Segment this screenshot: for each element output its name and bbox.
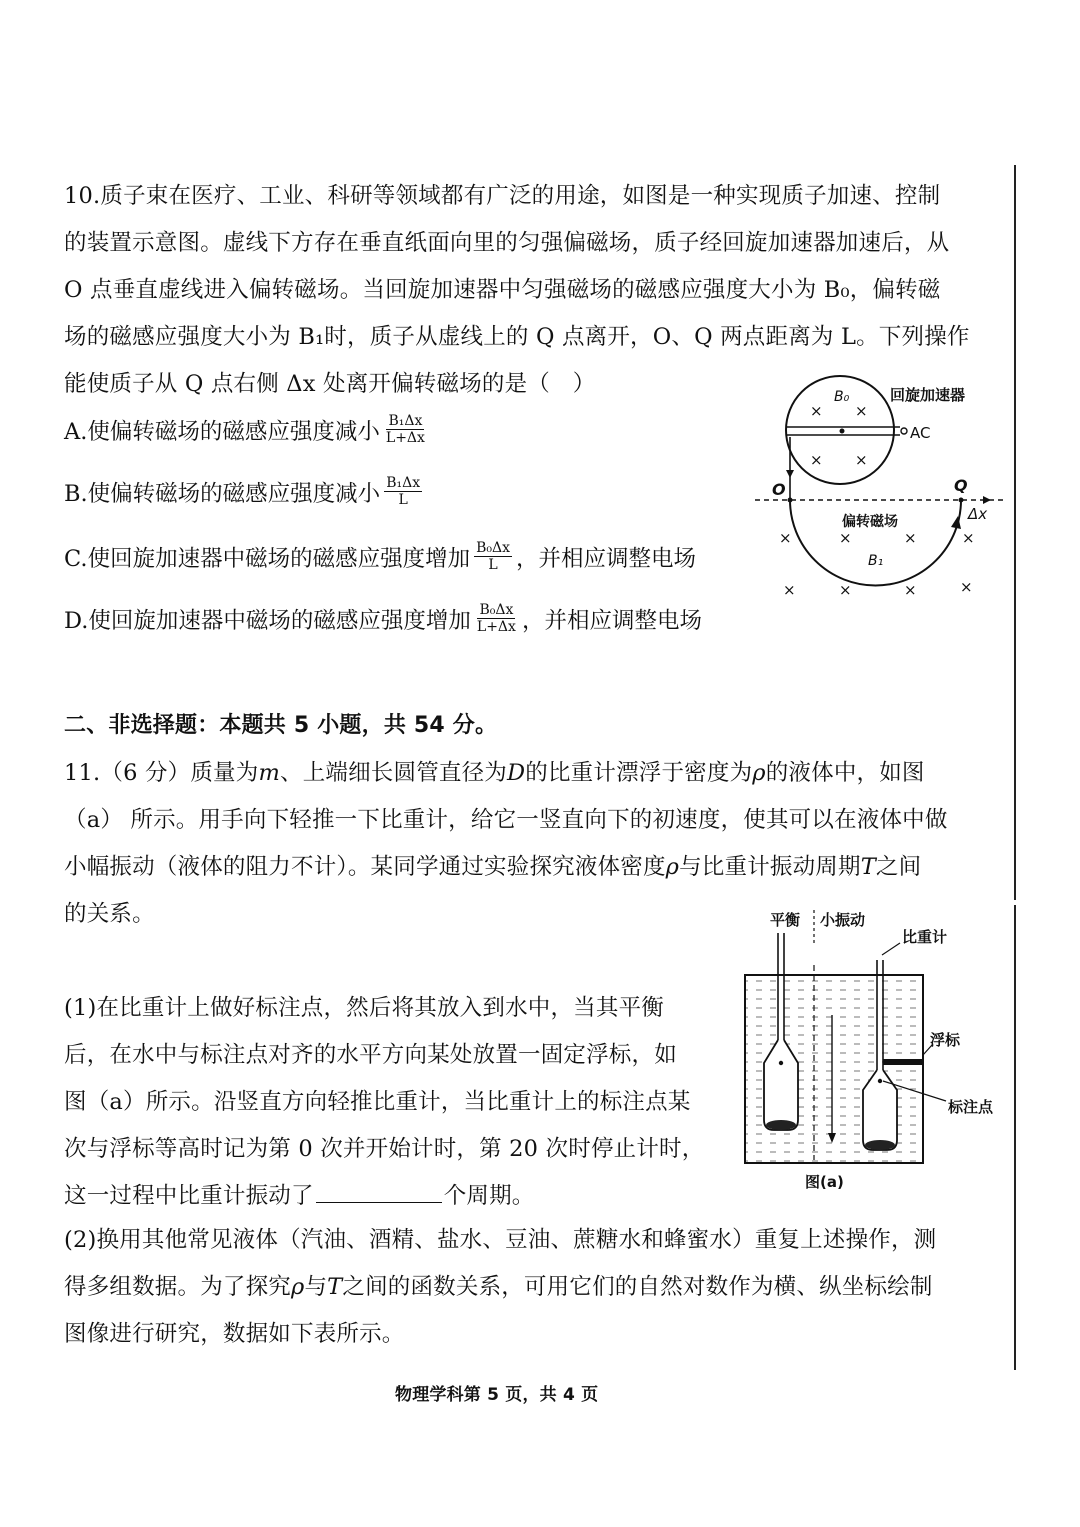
q10-option-d[interactable]: D.使回旋加速器中磁场的磁感应强度增加 $\frac{\text{B₀Δx}}{L+\Delta x}$ ，并相应调整电场: [64, 602, 702, 636]
answer-blank[interactable]: [316, 1182, 442, 1203]
hydrometer-figure: [740, 905, 1010, 1200]
figure-caption: 图(a): [805, 1173, 844, 1191]
b1-label: B₁: [868, 553, 884, 569]
cross-icon: ×: [904, 581, 917, 599]
margin-rule: [1014, 905, 1016, 1370]
q11-p2-line-2: 得多组数据。为了探究ρ与T之间的函数关系，可用它们的自然对数作为横、纵坐标绘制: [64, 1274, 933, 1300]
q10-line-3: O 点垂直虚线进入偏转磁场。当回旋加速器中匀强磁场的磁感应强度大小为 B₀，偏转磁: [64, 277, 941, 303]
float-marker: [883, 1059, 923, 1065]
q11-line-4: 的关系。: [64, 901, 155, 927]
q-label: Q: [954, 476, 968, 495]
arrow-icon: [983, 496, 991, 504]
fraction: $\frac{\text{B₀Δx}}{L+\Delta x}$: [476, 602, 516, 636]
q11-p1-line-3: 图（a）所示。沿竖直方向轻推比重计，当比重计上的标注点某: [64, 1089, 691, 1115]
ballast: [766, 1120, 796, 1130]
q10-line-4: 场的磁感应强度大小为 B₁时，质子从虚线上的 Q 点离开，O、Q 两点距离为 L。下列操作: [64, 324, 970, 350]
cross-icon: ×: [779, 529, 792, 547]
cross-icon: ×: [962, 529, 975, 547]
small-vibration-label: 小振动: [820, 911, 866, 929]
cross-icon: ×: [904, 529, 917, 547]
fraction: $\frac{\text{B₀Δx}}{L}$: [476, 540, 510, 574]
section-heading: 二、非选择题：本题共 5 小题，共 54 分。: [64, 713, 498, 738]
hydrometer-label: 比重计: [902, 928, 948, 946]
q11-p2-line-1: (2)换用其他常见液体（汽油、酒精、盐水、豆油、蔗糖水和蜂蜜水）重复上述操作，测: [64, 1227, 937, 1253]
q10-option-b[interactable]: B.使偏转磁场的磁感应强度减小 $\frac{\text{B₁Δx}}{L}$: [64, 475, 421, 509]
cyclotron-label: 回旋加速器: [890, 386, 966, 404]
q11-p2-line-3: 图像进行研究，数据如下表所示。: [64, 1321, 405, 1347]
cross-icon: ×: [810, 402, 823, 420]
hydrometer-bulb: [764, 1040, 798, 1130]
cross-icon: ×: [810, 451, 823, 469]
center-dot: [840, 429, 845, 434]
q11-line-1: 11.（6 分）质量为m、上端细长圆管直径为D的比重计漂浮于密度为ρ的液体中，如图: [64, 760, 925, 786]
q10-option-c[interactable]: C.使回旋加速器中磁场的磁感应强度增加 $\frac{\text{B₀Δx}}{L}$ ，并相应调整电场: [64, 540, 696, 574]
leader-line: [882, 943, 900, 955]
ac-terminal: [901, 428, 907, 434]
cross-icon: ×: [839, 529, 852, 547]
fraction: $\frac{\text{B₁Δx}}{L+\Delta x}$: [385, 413, 425, 447]
q11-p1-line-2: 后，在水中与标注点对齐的水平方向某处放置一固定浮标，如: [64, 1042, 677, 1068]
page-footer: 物理学科第 5 页，共 4 页: [395, 1385, 599, 1405]
field-label: 偏转磁场: [842, 514, 898, 530]
q11-line-2: （a） 所示。用手向下轻推一下比重计，给它一竖直向下的初速度，使其可以在液体中做: [64, 807, 948, 833]
deflection-arc: [790, 500, 961, 586]
cyclotron-figure: [750, 375, 1020, 610]
ballast: [865, 1140, 895, 1150]
cross-icon: ×: [839, 581, 852, 599]
q11-p1-line-4: 次与浮标等高时记为第 0 次并开始计时，第 20 次时停止计时，: [64, 1136, 705, 1162]
q10-line-1: 10.质子束在医疗、工业、科研等领域都有广泛的用途，如图是一种实现质子加速、控制: [64, 183, 941, 209]
cross-icon: ×: [855, 451, 868, 469]
q11-line-3: 小幅振动（液体的阻力不计）。某同学通过实验探究液体密度ρ与比重计振动周期T之间: [64, 854, 922, 880]
cross-icon: ×: [783, 581, 796, 599]
mark-label: 标注点: [948, 1098, 994, 1116]
q10-line-5: 能使质子从 Q 点右侧 Δx 处离开偏转磁场的是（ ）: [64, 371, 596, 397]
ac-label: AC: [910, 424, 931, 442]
cross-icon: ×: [855, 402, 868, 420]
float-label: 浮标: [930, 1031, 961, 1049]
q10-option-a[interactable]: A.使偏转磁场的磁感应强度减小 $\frac{\text{B₁Δx}}{L+\Delta x}$: [64, 413, 425, 447]
q11-p1-line-5: 这一过程中比重计振动了 个周期。: [64, 1183, 535, 1209]
balance-label: 平衡: [770, 911, 801, 929]
mark-dot: [779, 1061, 783, 1065]
q10-line-2: 的装置示意图。虚线下方存在垂直纸面向里的匀强偏磁场，质子经回旋加速器加速后，从: [64, 230, 950, 256]
b0-label: B₀: [834, 389, 850, 405]
dx-label: Δx: [968, 505, 988, 523]
cross-icon: ×: [960, 578, 973, 596]
mark-dot: [878, 1079, 882, 1083]
o-label: O: [772, 480, 786, 499]
fraction: $\frac{\text{B₁Δx}}{L}$: [386, 475, 421, 509]
q11-p1-line-1: (1)在比重计上做好标注点，然后将其放入到水中，当其平衡: [64, 995, 664, 1021]
arrow-icon: [786, 470, 794, 478]
